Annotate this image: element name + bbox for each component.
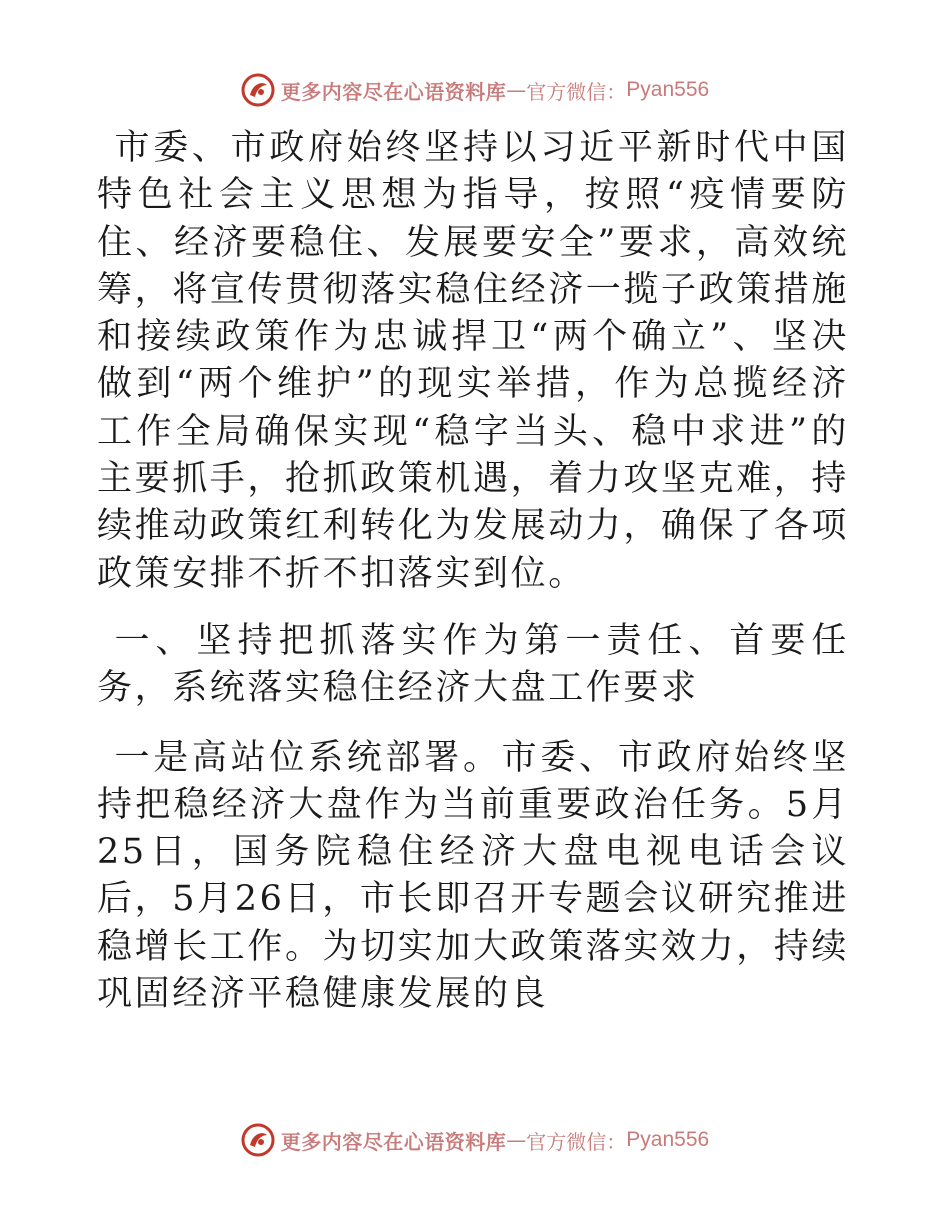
swirl-logo-icon [241, 73, 275, 107]
watermark-wechat-label: 官方微信： [526, 1129, 627, 1154]
header-watermark [0, 70, 950, 110]
body-paragraph: 一是高站位系统部署。市委、市政府始终坚持把稳经济大盘作为当前重要政治任务。5月25日，国务院稳住经济大盘电视电话会议后，5月26日，市长即召开专题会议研究推进稳增长工作。为切实加大政策落实效力，持续巩固经济平稳健康发展的良 [97, 737, 850, 1015]
watermark-wechat-id: Pyan556 [626, 1128, 710, 1151]
footer-watermark [0, 1120, 950, 1160]
watermark-separator: — [506, 78, 527, 102]
swirl-logo-icon [241, 1123, 275, 1157]
watermark-site-name: 更多内容尽在心语资料库 [280, 1129, 507, 1154]
document-body [97, 125, 849, 1018]
watermark-separator: — [506, 1128, 527, 1152]
section-heading: 一、坚持把抓落实作为第一责任、首要任务，系统落实稳住经济大盘工作要求 [97, 620, 849, 709]
watermark-site-name: 更多内容尽在心语资料库 [280, 79, 507, 104]
watermark-wechat-id: Pyan556 [626, 78, 710, 101]
watermark-wechat-label: 官方微信： [526, 79, 627, 104]
intro-paragraph: 市委、市政府始终坚持以习近平新时代中国特色社会主义思想为指导，按照“疫情要防住、经济要稳住、发展要安全”要求，高效统筹，将宣传贯彻落实稳住经济一揽子政策措施和接续政策作为忠诚捍卫“两个确立”、坚决做到“两个维护”的现实举措，作为总揽经济工作全局确保实现“稳字当头、稳中求进”的主要抓手，抢抓政策机遇，着力攻坚克难，持续推动政策红利转化为发展动力，确保了各项政策安排不折不扣落实到位。 [97, 128, 850, 594]
